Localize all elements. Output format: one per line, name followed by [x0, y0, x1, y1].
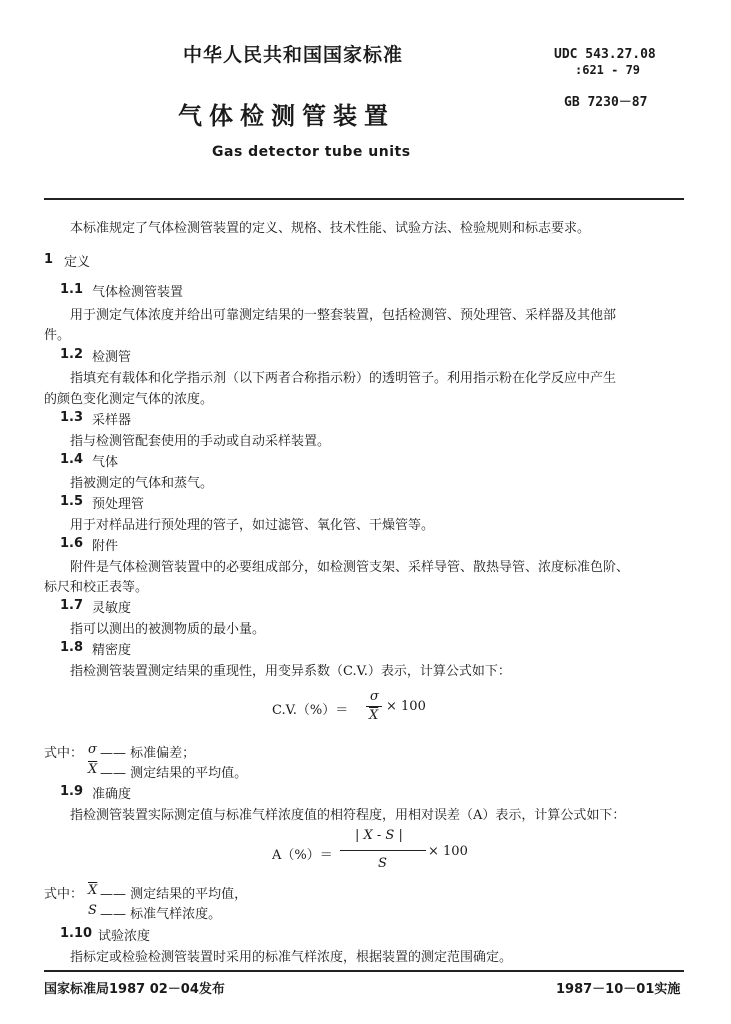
section-1-9-title: 准确度 [92, 787, 132, 802]
section-1-1-text-line1: 用于测定气体浓度并给出可靠测定结果的一整套装置，包括检测管、预处理管、采样器及其他部 [70, 308, 617, 323]
section-1-3-number: 1.3 [60, 410, 84, 425]
section-1-6-number: 1.6 [60, 536, 84, 551]
cv-formula-lhs: C.V.（%）＝ [272, 703, 349, 718]
udc-code-line2: :621 - 79 [575, 63, 641, 77]
section-1-4-text: 指被测定的气体和蒸气。 [70, 476, 214, 491]
section-1-4-number: 1.4 [60, 452, 84, 467]
cv-where1-text: —— 标准偏差； [100, 746, 196, 761]
cv-formula-denominator: $\overline{X}$ [369, 708, 379, 723]
cv-where-label: 式中： [44, 746, 84, 761]
section-1-7-title: 灵敏度 [92, 601, 132, 616]
header-divider [44, 198, 684, 200]
section-1-2-text-line2: 的颜色变化测定气体的浓度。 [44, 392, 214, 407]
section-1-title: 定义 [64, 255, 91, 270]
section-1-3-text: 指与检测管配套使用的手动或自动采样装置。 [70, 434, 331, 449]
section-1-5-number: 1.5 [60, 494, 84, 509]
section-1-9-text: 指检测管装置实际测定值与标准气样浓度值的相符程度，用相对误差（A）表示，计算公式如下： [70, 808, 626, 823]
section-1-1-title: 气体检测管装置 [92, 285, 184, 300]
cv-formula-rhs: × 100 [386, 699, 426, 714]
section-1-10-text: 指标定或检验检测管装置时采用的标准气样浓度，根据装置的测定范围确定。 [70, 950, 513, 965]
accuracy-where2-symbol: S [88, 903, 97, 918]
cv-where1-symbol: σ [88, 742, 97, 757]
cv-formula-numerator: σ [370, 689, 379, 704]
cv-formula-fraction-bar [366, 706, 382, 707]
cv-where2-symbol: $\overline{X}$ [88, 762, 98, 777]
section-1-3-title: 采样器 [92, 413, 132, 428]
section-1-5-title: 预处理管 [92, 497, 145, 512]
section-1-6-text-line2: 标尺和校正表等。 [44, 580, 149, 595]
gb-standard-number: GB 7230－87 [564, 95, 648, 110]
footer-divider [44, 970, 684, 972]
section-1-8-text: 指检测管装置测定结果的重现性，用变异系数（C.V.）表示，计算公式如下： [70, 664, 511, 679]
section-1-10-number: 1.10 [60, 926, 93, 941]
section-1-8-title: 精密度 [92, 643, 132, 658]
document-title-cn: 气体检测管装置 [178, 102, 395, 130]
section-1-7-text: 指可以测出的被测物质的最小量。 [70, 622, 266, 637]
accuracy-formula-rhs: × 100 [428, 844, 468, 859]
effective-date: 1987－10－01实施 [556, 982, 681, 997]
accuracy-where-label: 式中： [44, 887, 84, 902]
accuracy-formula-lhs: A（%）＝ [272, 848, 333, 863]
section-1-8-number: 1.8 [60, 640, 84, 655]
issue-date: 国家标准局1987 02－04发布 [44, 982, 225, 997]
section-1-9-number: 1.9 [60, 784, 84, 799]
accuracy-where1-text: —— 测定结果的平均值， [100, 887, 248, 902]
section-1-6-title: 附件 [92, 539, 119, 554]
intro-paragraph: 本标准规定了气体检测管装置的定义、规格、技术性能、试验方法、检验规则和标志要求。 [70, 221, 591, 236]
udc-code-line1: UDC 543.27.08 [554, 47, 656, 62]
accuracy-formula-fraction-bar [340, 850, 426, 851]
section-1-2-number: 1.2 [60, 347, 84, 362]
section-1-2-title: 检测管 [92, 350, 132, 365]
section-1-5-text: 用于对样品进行预处理的管子，如过滤管、氧化管、干燥管等。 [70, 518, 435, 533]
section-1-number: 1 [44, 252, 54, 267]
section-1-10-title: 试验浓度 [98, 929, 151, 944]
accuracy-where2-text: —— 标准气样浓度。 [100, 907, 222, 922]
accuracy-where1-symbol: $\overline{X}$ [88, 883, 98, 898]
document-title-en: Gas detector tube units [212, 144, 411, 160]
section-1-7-number: 1.7 [60, 598, 84, 613]
accuracy-formula-denominator: S [378, 856, 387, 871]
section-1-6-text-line1: 附件是气体检测管装置中的必要组成部分，如检测管支架、采样导管、散热导管、浓度标准色阶、 [70, 560, 630, 575]
accuracy-formula-numerator: | X - S | [355, 828, 403, 843]
section-1-1-text-line2: 件。 [44, 328, 71, 343]
section-1-4-title: 气体 [92, 455, 119, 470]
section-1-2-text-line1: 指填充有载体和化学指示剂（以下两者合称指示粉）的透明管子。利用指示粉在化学反应中产生 [70, 371, 617, 386]
section-1-1-number: 1.1 [60, 282, 84, 297]
standard-category-title: 中华人民共和国国家标准 [183, 44, 404, 66]
cv-where2-text: —— 测定结果的平均值。 [100, 766, 248, 781]
